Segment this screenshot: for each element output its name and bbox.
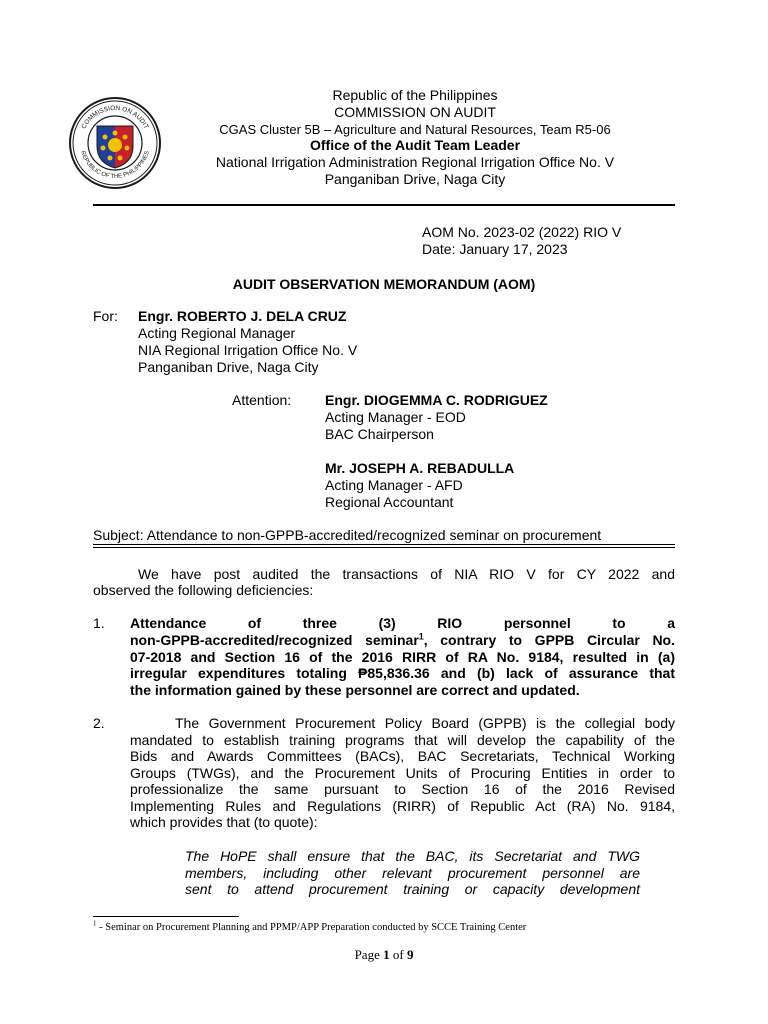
footnote-separator bbox=[93, 916, 239, 917]
item-1-line-5: the information gained by these personnel are correct and updated. bbox=[130, 682, 580, 698]
header-office: Office of the Audit Team Leader bbox=[309, 137, 521, 153]
footnote bbox=[93, 921, 526, 934]
footnote-mark: 1 bbox=[93, 919, 97, 928]
seal-ring-top: COMMISSION ON AUDIT bbox=[80, 104, 150, 131]
quote-line-1: The HoPE shall ensure that the BAC, its Secretariat and TWG bbox=[185, 848, 640, 864]
item-2-line-3: Bids and Awards Committees (BACs), BAC Secretariats, Technical Working bbox=[130, 748, 675, 764]
item-2-line-2: mandated to establish training programs that will develop the capability of the bbox=[130, 732, 675, 748]
item-2-line-7: which provides that (to quote): bbox=[130, 814, 318, 830]
subject-divider bbox=[93, 544, 675, 548]
quote-line-2: members, including other relevant procurement personnel are bbox=[185, 865, 640, 881]
item-2-line-1: The Government Procurement Policy Board (GPPB) is the collegial body bbox=[175, 715, 675, 731]
item-1-number: 1. bbox=[93, 615, 105, 631]
subject-line: Subject: Attendance to non-GPPB-accredited/recognized seminar on procurement bbox=[93, 527, 602, 543]
attention-label: Attention: bbox=[232, 392, 292, 408]
attention-2-details: Acting Manager - AFD Regional Accountant bbox=[325, 477, 463, 510]
item-2-line-4: Groups (TWGs), and the Procurement Units of Procuring Entities in order to bbox=[130, 765, 675, 781]
item-2-line-5: professionalize the same pursuant to Section 16 of the 2016 Revised bbox=[130, 781, 675, 797]
memo-title: AUDIT OBSERVATION MEMORANDUM (AOM) bbox=[232, 276, 536, 292]
header-agency: COMMISSION ON AUDIT bbox=[334, 104, 496, 120]
attention-2-name: Mr. JOSEPH A. REBADULLA bbox=[325, 460, 515, 476]
header-address: Panganiban Drive, Naga City bbox=[324, 171, 506, 187]
intro-line-2: observed the following deficiencies: bbox=[93, 582, 314, 598]
page-number: Page 1 of 9 bbox=[354, 947, 414, 962]
item-1-line-1: Attendance of three (3) RIO personnel to a bbox=[130, 615, 675, 631]
header-auditee: National Irrigation Administration Regional Irrigation Office No. V bbox=[215, 154, 615, 170]
quote-line-3: sent to attend procurement training or capacity development bbox=[185, 881, 640, 897]
seal-ring-bottom: REPUBLIC OF THE PHILIPPINES bbox=[79, 150, 151, 181]
item-1-line-3: 07-2018 and Section 16 of the 2016 RIRR of RA No. 9184, resulted in (a) bbox=[130, 649, 675, 665]
footnote-text: - Seminar on Procurement Planning and PPMP/APP Preparation conducted by SCCE Training Center bbox=[96, 922, 527, 933]
for-details: Acting Regional Manager NIA Regional Irrigation Office No. V Panganiban Drive, Naga City bbox=[138, 325, 358, 375]
item-1-line-4: irregular expenditures totaling ₱85,836.36 and (b) lack of assurance that bbox=[130, 665, 675, 681]
item-2-line-6: Implementing Rules and Regulations (RIRR) of Republic Act (RA) No. 9184, bbox=[130, 798, 675, 814]
item-2-number: 2. bbox=[93, 715, 105, 731]
header-divider bbox=[93, 204, 675, 206]
header-republic: Republic of the Philippines bbox=[332, 87, 498, 103]
header-cluster: CGAS Cluster 5B – Agriculture and Natural Resources, Team R5-06 bbox=[219, 122, 611, 137]
intro-line-1: We have post audited the transactions of NIA RIO V for CY 2022 and bbox=[138, 566, 675, 582]
aom-number: AOM No. 2023-02 (2022) RIO V bbox=[422, 224, 622, 240]
for-label: For: bbox=[93, 308, 118, 324]
aom-date: Date: January 17, 2023 bbox=[422, 241, 568, 257]
for-name: Engr. ROBERTO J. DELA CRUZ bbox=[138, 308, 347, 324]
attention-1-details: Acting Manager - EOD BAC Chairperson bbox=[325, 409, 466, 442]
footnote-reference[interactable]: 1 bbox=[418, 631, 424, 642]
attention-1-name: Engr. DIOGEMMA C. RODRIGUEZ bbox=[325, 392, 548, 408]
item-1-line-2: non-GPPB-accredited/recognized seminar$^1$, contrary to GPPB Circular No. bbox=[130, 631, 675, 648]
